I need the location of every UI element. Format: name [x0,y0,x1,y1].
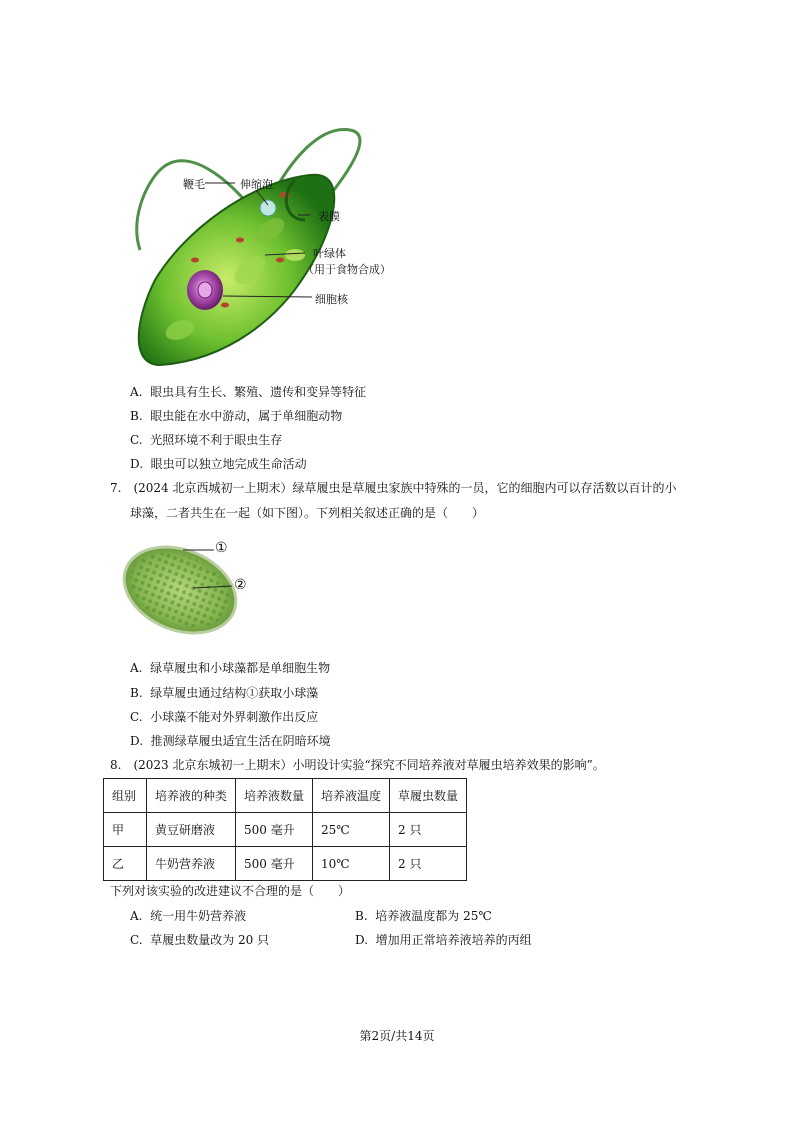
q7-option-c [130,708,318,725]
option-text: 统一用牛奶营养液 [150,909,247,923]
label-contractile-vacuole: 伸缩泡 [240,178,273,191]
q8-option-d [355,931,532,948]
q7-option-d [130,732,331,749]
q6-option-b [130,407,342,424]
label-membrane: 表膜 [318,210,340,223]
label-chloroplast: 叶绿体 [313,247,346,260]
option-letter: A. [130,661,143,675]
option-letter: B. [355,909,368,923]
option-text: 增加用正常培养液培养的丙组 [375,933,532,947]
label-mark-1: ① [215,540,228,556]
table-cell: 500 毫升 [236,813,313,847]
experiment-table [103,778,467,881]
table-cell: 牛奶营养液 [147,847,236,881]
q8-option-b [355,907,492,924]
label-flagellum: 鞭毛 [183,178,205,191]
page-number: 第2页/共14页 [359,1029,435,1043]
table-header-cell: 培养液的种类 [147,779,236,813]
option-letter: B. [130,409,143,423]
table-cell: 2 只 [390,813,467,847]
q6-option-d [130,455,307,472]
table-cell: 2 只 [390,847,467,881]
option-letter: C. [130,933,143,947]
table-header-cell: 组别 [104,779,147,813]
table-cell: 500 毫升 [236,847,313,881]
table-cell: 甲 [104,813,147,847]
option-letter: C. [130,433,143,447]
table-cell: 25℃ [313,813,390,847]
option-text: 推测绿草履虫适宜生活在阴暗环境 [150,734,331,748]
option-text: 绿草履虫和小球藻都是单细胞生物 [150,661,331,675]
table-header-row [104,779,467,813]
q6-option-a [130,383,366,400]
table-header-cell: 草履虫数量 [390,779,467,813]
option-letter: D. [130,734,144,748]
option-text: 绿草履虫通过结构①获取小球藻 [150,686,319,700]
option-text: 光照环境不利于眼虫生存 [150,433,283,447]
table-row [104,813,467,847]
table-row [104,847,467,881]
q7-option-b [130,684,318,701]
q8-option-a [130,907,246,924]
option-letter: B. [130,686,143,700]
table-cell: 黄豆研磨液 [147,813,236,847]
option-letter: A. [130,909,143,923]
label-chloroplast-note: （用于食物合成） [303,263,391,276]
euglena-figure [120,120,410,370]
option-text: 眼虫能在水中游动，属于单细胞动物 [150,409,343,423]
table-header-cell: 培养液数量 [236,779,313,813]
option-text: 草履虫数量改为 20 只 [150,933,270,947]
option-text: 小球藻不能对外界刺激作出反应 [150,710,319,724]
option-letter: D. [355,933,369,947]
table-cell: 乙 [104,847,147,881]
q7-option-a [130,659,330,676]
q8-stem: 8. (2023 北京东城初一上期末）小明设计实验“探究不同培养液对草履虫培养效果的影响”。 [110,758,605,772]
table-header-cell: 培养液温度 [313,779,390,813]
label-nucleus: 细胞核 [315,293,348,306]
option-text: 培养液温度都为 25℃ [375,909,492,923]
q6-option-c [130,431,282,448]
q8-question: 下列对该实验的改进建议不合理的是（ ） [110,884,351,898]
option-letter: A. [130,385,143,399]
q8-option-c [130,931,269,948]
table-cell: 10℃ [313,847,390,881]
option-text: 眼虫具有生长、繁殖、遗传和变异等特征 [150,385,367,399]
label-mark-2: ② [234,577,247,593]
option-letter: C. [130,710,143,724]
option-letter: D. [130,457,144,471]
option-text: 眼虫可以独立地完成生命活动 [150,457,307,471]
q7-stem-line1: 7. (2024 北京西城初一上期末）绿草履虫是草履虫家族中特殊的一员，它的细胞内可以存活数以百计的小 [110,481,677,495]
q7-stem-line2: 球藻，二者共生在一起（如下图）。下列相关叙述正确的是（ ） [130,506,485,520]
